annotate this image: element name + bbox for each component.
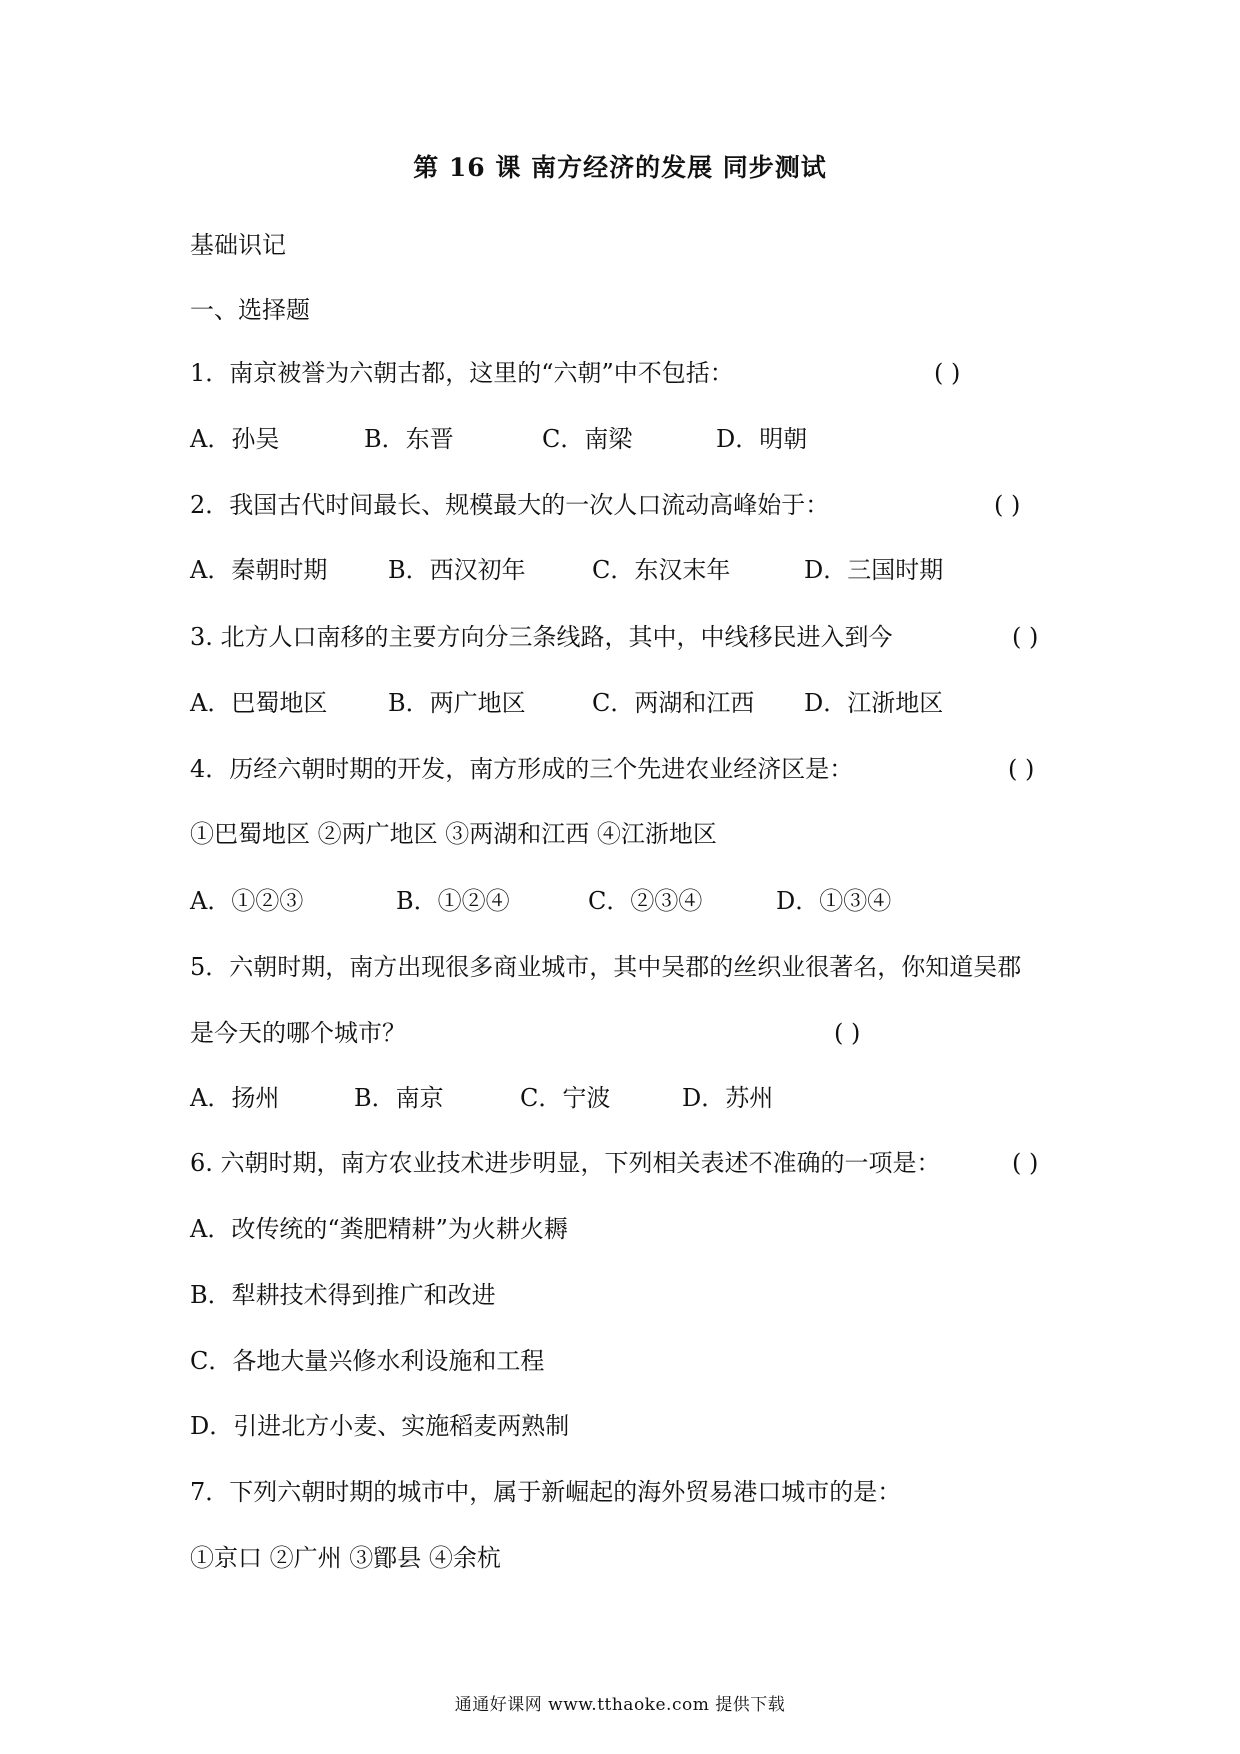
page-footer: 通通好课网 www.tthaoke.com 提供下载 (454, 1695, 786, 1715)
question-5-option-d: D．苏州 (682, 1084, 774, 1112)
question-5-option-c: C．宁波 (520, 1084, 611, 1112)
question-1-option-b: B．东晋 (364, 425, 454, 453)
question-2-answer-blank: ( ) (994, 491, 1021, 519)
question-4-option-b: B．①②④ (396, 887, 510, 915)
question-7-items: ①京口 ②广州 ③鄮县 ④余杭 (190, 1544, 501, 1572)
question-2-option-c: C．东汉末年 (592, 556, 731, 584)
question-4-stem: 4．历经六朝时期的开发，南方形成的三个先进农业经济区是： (190, 755, 854, 783)
question-2-option-a: A．秦朝时期 (190, 556, 328, 584)
question-1-option-a: A．孙吴 (190, 425, 280, 453)
section-heading: 基础识记 (190, 231, 286, 259)
question-2-stem: 2．我国古代时间最长、规模最大的一次人口流动高峰始于： (190, 491, 830, 519)
question-4-option-a: A．①②③ (190, 887, 304, 915)
question-2-option-b: B．西汉初年 (388, 556, 526, 584)
question-5-stem-line-1: 5．六朝时期，南方出现很多商业城市，其中吴郡的丝织业很著名，你知道吴郡 (190, 953, 1022, 981)
question-2-option-d: D．三国时期 (804, 556, 944, 584)
question-6-answer-blank: ( ) (1012, 1149, 1039, 1177)
question-6-stem: 6. 六朝时期，南方农业技术进步明显，下列相关表述不准确的一项是： (190, 1149, 941, 1177)
question-4-answer-blank: ( ) (1008, 755, 1035, 783)
question-3-option-d: D．江浙地区 (804, 689, 944, 717)
question-1-stem: 1．南京被誉为六朝古都，这里的“六朝”中不包括： (190, 359, 734, 387)
question-1-option-d: D．明朝 (716, 425, 808, 453)
question-6-option-c: C．各地大量兴修水利设施和工程 (190, 1347, 545, 1375)
question-3-stem: 3. 北方人口南移的主要方向分三条线路，其中，中线移民进入到今 (190, 623, 893, 651)
question-5-answer-blank: ( ) (834, 1019, 861, 1047)
question-1-option-c: C．南梁 (542, 425, 633, 453)
question-1-answer-blank: ( ) (934, 359, 961, 387)
part-heading: 一、选择题 (190, 296, 310, 324)
question-3-option-a: A．巴蜀地区 (190, 689, 328, 717)
question-4-option-c: C．②③④ (588, 887, 703, 915)
question-3-option-c: C．两湖和江西 (592, 689, 755, 717)
question-6-option-d: D．引进北方小麦、实施稻麦两熟制 (190, 1412, 570, 1440)
question-5-option-b: B．南京 (354, 1084, 444, 1112)
question-3-option-b: B．两广地区 (388, 689, 526, 717)
question-6-option-a: A．改传统的“粪肥精耕”为火耕火耨 (190, 1215, 568, 1243)
question-4-option-d: D．①③④ (776, 887, 892, 915)
question-4-items: ①巴蜀地区 ②两广地区 ③两湖和江西 ④江浙地区 (190, 820, 717, 848)
page-title: 第 16 课 南方经济的发展 同步测试 (413, 153, 827, 182)
question-6-option-b: B．犁耕技术得到推广和改进 (190, 1281, 496, 1309)
question-5-option-a: A．扬州 (190, 1084, 280, 1112)
question-7-stem: 7．下列六朝时期的城市中，属于新崛起的海外贸易港口城市的是： (190, 1478, 902, 1506)
question-3-answer-blank: ( ) (1012, 623, 1039, 651)
question-5-stem-line-2: 是今天的哪个城市？ (190, 1019, 406, 1047)
